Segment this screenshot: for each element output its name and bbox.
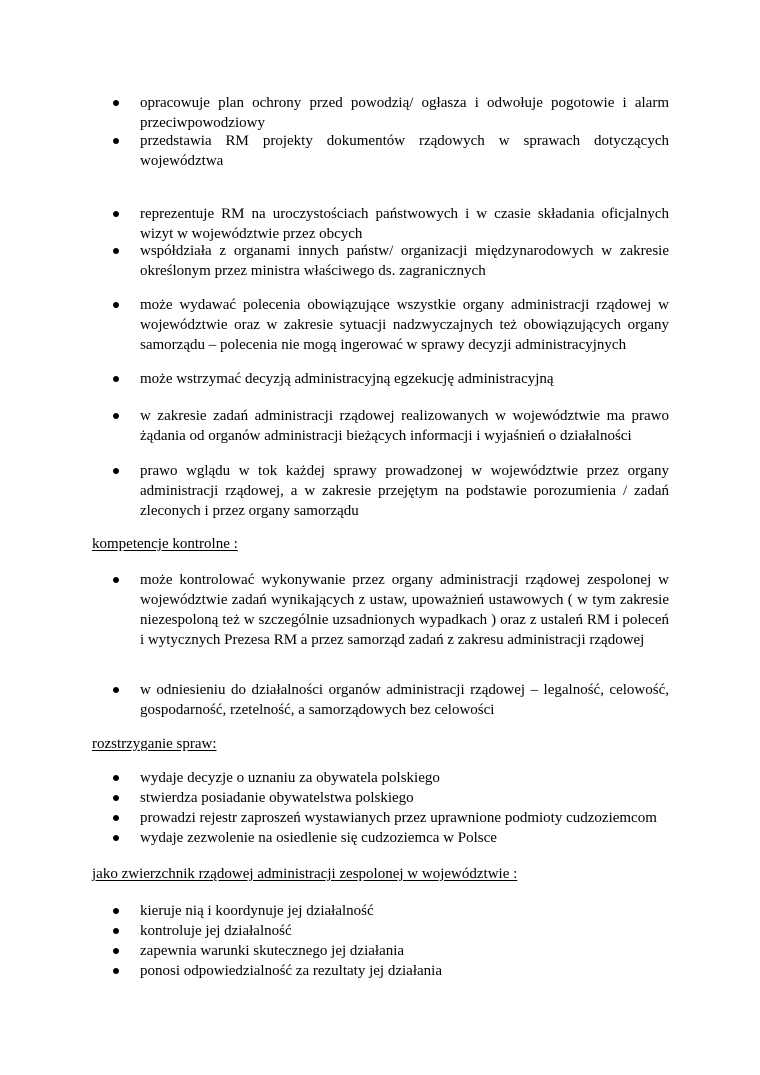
bullet-icon bbox=[113, 211, 119, 217]
bullet-icon bbox=[113, 577, 119, 583]
list-item bbox=[113, 241, 669, 281]
bullet-icon bbox=[113, 815, 119, 821]
bullet-icon bbox=[113, 968, 119, 974]
list-item bbox=[113, 901, 669, 921]
list-item bbox=[113, 788, 669, 808]
bullet-icon bbox=[113, 948, 119, 954]
bullet-icon bbox=[113, 468, 119, 474]
list-item-text: w odniesieniu do działalności organów administracji rządowej – legalność, celowość, gospodarność, rzetelność, a samorządowych bez celowości bbox=[140, 682, 669, 718]
bullet-icon bbox=[113, 248, 119, 254]
bullet-icon bbox=[113, 775, 119, 781]
list-item bbox=[113, 768, 669, 788]
section-heading-rozstrzyganie: rozstrzyganie spraw: bbox=[92, 736, 217, 752]
list-item-text: opracowuje plan ochrony przed powodzią/ ogłasza i odwołuje pogotowie i alarm przeciwpowodziowy bbox=[140, 95, 669, 131]
list-item-text: wydaje decyzje o uznaniu za obywatela polskiego bbox=[140, 770, 440, 786]
list-item-text: w zakresie zadań administracji rządowej realizowanych w województwie ma prawo żądania od organów administracji bieżących informacji i wyjaśnień o działalności bbox=[140, 408, 669, 444]
list-item-text: kieruje nią i koordynuje jej działalność bbox=[140, 903, 374, 919]
bullet-icon bbox=[113, 908, 119, 914]
list-item-text: stwierdza posiadanie obywatelstwa polskiego bbox=[140, 790, 414, 806]
list-item bbox=[113, 295, 669, 355]
bullet-icon bbox=[113, 835, 119, 841]
section-heading-kontrolne: kompetencje kontrolne : bbox=[92, 536, 238, 552]
list-item-text: może wydawać polecenia obowiązujące wszystkie organy administracji rządowej w województwie oraz w zakresie sytuacji nadzwyczajnych też obowiązujących organy samorządu – polecenia nie mogą ingerować w sprawy decyzji administracyjnych bbox=[140, 297, 669, 353]
list-item bbox=[113, 406, 669, 446]
bullet-icon bbox=[113, 687, 119, 693]
list-item bbox=[113, 680, 669, 720]
list-item-text: może wstrzymać decyzją administracyjną egzekucję administracyjną bbox=[140, 371, 554, 387]
list-item bbox=[113, 131, 669, 171]
list-item-text: reprezentuje RM na uroczystościach państwowych i w czasie składania oficjalnych wizyt w województwie przez obcych bbox=[140, 206, 669, 242]
list-item-text: wydaje zezwolenie na osiedlenie się cudzoziemca w Polsce bbox=[140, 830, 497, 846]
list-item-text: zapewnia warunki skutecznego jej działania bbox=[140, 943, 405, 959]
list-item-text: może kontrolować wykonywanie przez organy administracji rządowej zespolonej w województwie zadań wynikających z ustaw, upoważnień ustawowych ( w tym zakresie niezespoloną też w szczególnie uzsadnionych wypadkach ) oraz z ustaleń RM i poleceń i wytycznych Prezesa RM a przez samorząd zadań z zakresu administracji rządowej bbox=[140, 572, 669, 648]
section-heading-zwierzchnik: jako zwierzchnik rządowej administracji zespolonej w województwie : bbox=[92, 866, 518, 882]
bullet-icon bbox=[113, 138, 119, 144]
list-item bbox=[113, 204, 669, 244]
bullet-icon bbox=[113, 100, 119, 106]
bullet-icon bbox=[113, 928, 119, 934]
list-item bbox=[113, 570, 669, 650]
bullet-icon bbox=[113, 795, 119, 801]
list-item bbox=[113, 93, 669, 133]
list-item bbox=[113, 828, 669, 848]
list-item-text: kontroluje jej działalność bbox=[140, 923, 292, 939]
list-item bbox=[113, 941, 669, 961]
bullet-icon bbox=[113, 413, 119, 419]
list-item bbox=[113, 921, 669, 941]
bullet-icon bbox=[113, 302, 119, 308]
list-item bbox=[113, 961, 669, 981]
list-item-text: współdziała z organami innych państw/ organizacji międzynarodowych w zakresie określonym przez ministra właściwego ds. zagranicznych bbox=[140, 243, 669, 279]
list-item-text: ponosi odpowiedzialność za rezultaty jej działania bbox=[140, 963, 442, 979]
list-item bbox=[113, 808, 669, 828]
list-item-text: prawo wglądu w tok każdej sprawy prowadzonej w województwie przez organy administracji rządowej, a w zakresie przejętym na podstawie porozumienia / zadań zleconych i przez organy samorządu bbox=[140, 463, 669, 519]
list-item bbox=[113, 369, 669, 389]
list-item-text: prowadzi rejestr zaproszeń wystawianych przez uprawnione podmioty cudzoziemcom bbox=[140, 810, 657, 826]
bullet-icon bbox=[113, 376, 119, 382]
list-item-text: przedstawia RM projekty dokumentów rządowych w sprawach dotyczących województwa bbox=[140, 133, 669, 169]
list-item bbox=[113, 461, 669, 521]
